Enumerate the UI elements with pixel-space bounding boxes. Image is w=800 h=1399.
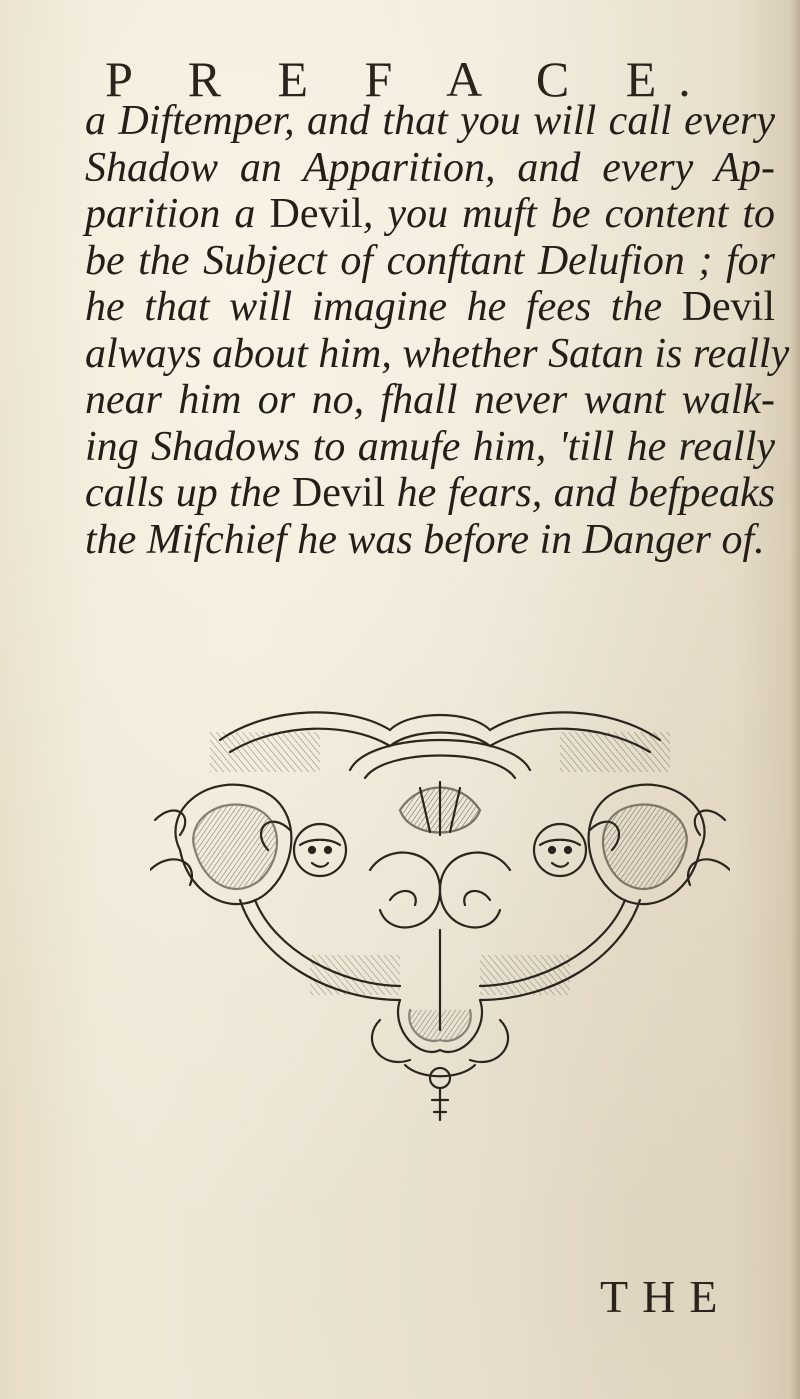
body-text bbox=[85, 98, 790, 563]
text-line bbox=[85, 330, 790, 378]
roman-word: Devil bbox=[681, 284, 775, 330]
roman-word: Devil bbox=[269, 191, 363, 237]
text-line bbox=[85, 238, 775, 285]
italic-run: always about him, whether Satan is really bbox=[85, 330, 790, 377]
running-head: P R E F A C E. bbox=[105, 51, 713, 107]
text-line bbox=[85, 191, 775, 238]
text-line bbox=[85, 517, 775, 564]
woodcut-ornament-icon bbox=[150, 700, 730, 1125]
italic-run: Shadow an Apparition, and every Ap- bbox=[85, 144, 775, 191]
italic-run: a Diftemper, and that you will call every bbox=[85, 98, 775, 144]
page-edge-shadow bbox=[790, 0, 800, 1399]
italic-run: near him or no, fhall never want walk- bbox=[85, 377, 775, 423]
text-line bbox=[85, 284, 775, 331]
italic-run: parition a bbox=[85, 191, 270, 237]
text-line bbox=[85, 377, 775, 424]
catchword: THE bbox=[600, 1271, 732, 1322]
italic-run: be the Subject of conftant Delufion ; for bbox=[85, 237, 775, 284]
text-line bbox=[85, 98, 775, 145]
italic-run: he fears, and befpeaks bbox=[385, 470, 775, 516]
text-line bbox=[85, 145, 775, 192]
text-line bbox=[85, 470, 775, 517]
italic-run: ing Shadows to amufe him, 'till he really bbox=[85, 423, 775, 470]
roman-word: Devil bbox=[291, 470, 386, 516]
text-line bbox=[85, 424, 775, 471]
italic-run: he that will imagine he fees the bbox=[85, 284, 682, 330]
italic-run: the Mifchief he was before in Danger of. bbox=[85, 516, 765, 563]
italic-run: calls up the bbox=[85, 470, 292, 516]
italic-run: , you muft be content to bbox=[362, 191, 775, 237]
